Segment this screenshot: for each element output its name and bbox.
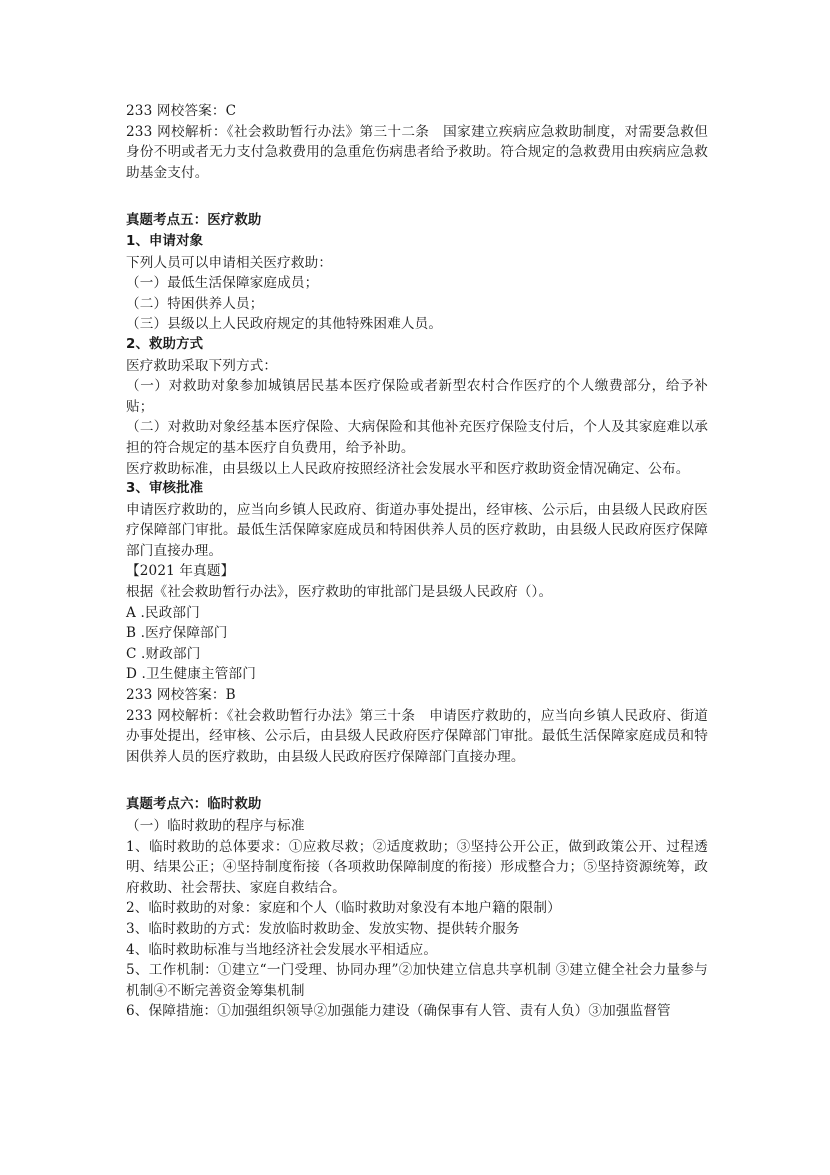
answer-line: 233 网校答案：B xyxy=(126,687,236,704)
section-title: 真题考点五：医疗救助 xyxy=(126,213,262,229)
spacer xyxy=(126,183,708,211)
text-line: 下列人员可以申请相关医疗救助： xyxy=(126,254,333,271)
subsection-heading: （一）临时救助的程序与标准 xyxy=(126,818,305,834)
list-item: （二）对救助对象经基本医疗保险、大病保险和其他补充医疗保险支付后，个人及其家庭难以承担的符合规定的基本医疗自负费用，给予补助。 xyxy=(126,419,708,456)
text-paragraph: 5、工作机制：①建立“一门受理、协同办理”②加快建立信息共享机制 ③建立健全社会力量参与机制④不断完善资金筹集机制 xyxy=(126,962,708,999)
subsection-heading: 2、救助方式 xyxy=(126,336,204,352)
list-item: （三）县级以上人民政府规定的其他特殊困难人员。 xyxy=(126,316,443,333)
text-paragraph: 申请医疗救助的，应当向乡镇人民政府、街道办事处提出，经审核、公示后，由县级人民政府医疗保障部门审批。最低生活保障家庭成员和特困供养人员的医疗救助，由县级人民政府医疗保障部门直接办理。 xyxy=(126,501,708,559)
question-stem: 根据《社会救助暂行办法》，医疗救助的审批部门是县级人民政府（）。 xyxy=(126,584,553,601)
spacer xyxy=(126,767,708,795)
list-item: （二）特困供养人员； xyxy=(126,295,264,312)
option-b: B .医疗保障部门 xyxy=(126,625,228,642)
text-line: 医疗救助标准，由县级以上人民政府按照经济社会发展水平和医疗救助资金情况确定、公布。 xyxy=(126,460,690,477)
list-item: （一）对救助对象参加城镇居民基本医疗保险或者新型农村合作医疗的个人缴费部分，给予补贴； xyxy=(126,378,708,415)
section-title: 真题考点六：临时救助 xyxy=(126,797,262,813)
text-line: 2、临时救助的对象：家庭和个人（临时救助对象没有本地户籍的限制） xyxy=(126,900,561,917)
list-item: （一）最低生活保障家庭成员； xyxy=(126,275,319,292)
text-line: 6、保障措施：①加强组织领导②加强能力建设（确保事有人管、责有人负）③加强监督管 xyxy=(126,1003,671,1020)
option-a: A .民政部门 xyxy=(126,604,200,621)
analysis-paragraph: 233 网校解析：《社会救助暂行办法》第三十二条 国家建立疾病应急救助制度，对需要急救但身份不明或者无力支付急救费用的急重危伤病患者给予救助。符合规定的急救费用由疾病应急救助基金支付。 xyxy=(126,123,708,181)
analysis-paragraph: 233 网校解析：《社会救助暂行办法》第三十条 申请医疗救助的，应当向乡镇人民政府、街道办事处提出，经审核、公示后，由县级人民政府医疗保障部门审批。最低生活保障家庭成员和特困供养人员的医疗救助，由县级人民政府医疗保障部门直接办理。 xyxy=(126,707,708,765)
question-tag: 【2021 年真题】 xyxy=(126,563,235,580)
option-c: C .财政部门 xyxy=(126,645,201,662)
answer-line: 233 网校答案：C xyxy=(126,103,237,119)
document-page xyxy=(126,101,708,1022)
text-line: 3、临时救助的方式：发放临时救助金、发放实物、提供转介服务 xyxy=(126,920,520,937)
text-line: 医疗救助采取下列方式： xyxy=(126,357,278,374)
text-paragraph: 1、临时救助的总体要求：①应救尽救；②适度救助；③坚持公开公正，做到政策公开、过程透明、结果公正；④坚持制度衔接（各项救助保障制度的衔接）形成整合力；⑤坚持资源统筹，政府救助、社会帮扶、家庭自救结合。 xyxy=(126,838,708,896)
subsection-heading: 3、审核批准 xyxy=(126,481,204,497)
text-line: 4、临时救助标准与当地经济社会发展水平相适应。 xyxy=(126,941,438,958)
option-d: D .卫生健康主管部门 xyxy=(126,666,256,683)
subsection-heading: 1、申请对象 xyxy=(126,233,204,249)
